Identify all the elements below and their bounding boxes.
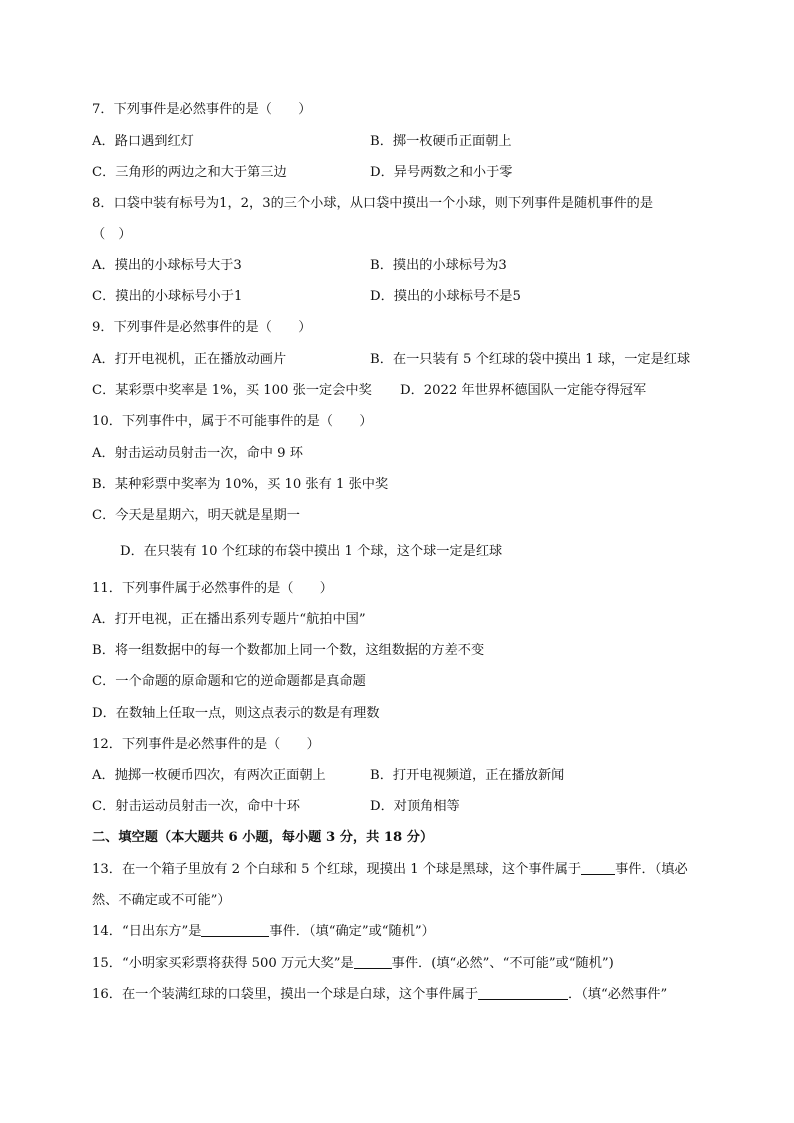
answer-blank-13[interactable] <box>581 860 615 875</box>
question-16-text-after: ．（填“必然事件” <box>568 987 668 1002</box>
question-12-option-c: C．射击运动员射击一次，命中十环 <box>92 799 300 814</box>
question-9-stem: 9．下列事件是必然事件的是（ ） <box>92 320 312 335</box>
question-14-text-before: 14．“日出东方”是 <box>92 924 202 939</box>
question-9-option-b: B．在一只装有 5 个红球的袋中摸出 1 球，一定是红球 <box>370 352 691 367</box>
question-13-line-1 <box>92 860 688 880</box>
question-12-option-d: D．对顶角相等 <box>370 799 460 814</box>
question-10-option-a: A．射击运动员射击一次，命中 9 环 <box>92 446 303 461</box>
question-16 <box>92 985 667 1005</box>
question-11-option-b: B．将一组数据中的每一个数都加上同一个数，这组数据的方差不变 <box>92 643 485 658</box>
question-10-option-d: D．在只装有 10 个红球的布袋中摸出 1 个球，这个球一定是红球 <box>120 544 503 559</box>
question-9-option-a: A．打开电视机，正在播放动画片 <box>92 352 287 367</box>
question-11-option-a: A．打开电视，正在播出系列专题片“航拍中国” <box>92 612 366 627</box>
question-13-text-before: 13．在一个箱子里放有 2 个白球和 5 个红球，现摸出 1 个球是黑球，这个事件属于 <box>92 862 582 877</box>
section-2-title: 二、填空题（本大题共 6 小题，每小题 3 分，共 18 分） <box>92 830 434 845</box>
question-10-stem: 10．下列事件中，属于不可能事件的是（ ） <box>92 414 373 429</box>
question-16-text-before: 16．在一个装满红球的口袋里，摸出一个球是白球，这个事件属于 <box>92 987 479 1002</box>
question-8-option-c: C．摸出的小球标号小于1 <box>92 289 243 304</box>
question-8-option-b: B．摸出的小球标号为3 <box>370 258 507 273</box>
question-10-option-b: B．某种彩票中奖率为 10%，买 10 张有 1 张中奖 <box>92 477 389 492</box>
question-7-stem: 7．下列事件是必然事件的是（ ） <box>92 102 312 117</box>
answer-blank-15[interactable] <box>354 954 392 969</box>
question-15-text-before: 15．“小明家买彩票将获得 500 万元大奖”是 <box>92 956 354 971</box>
question-8-stem: 8．口袋中装有标号为1，2，3的三个小球，从口袋中摸出一个小球，则下列事件是随机事件的是 <box>92 196 654 211</box>
question-13-text-after: 事件．（填必 <box>615 862 688 877</box>
question-7-option-d: D．异号两数之和小于零 <box>370 165 513 180</box>
question-15 <box>92 954 614 974</box>
question-14 <box>92 922 435 942</box>
answer-blank-16[interactable] <box>478 985 568 1000</box>
question-11-option-d: D．在数轴上任取一点，则这点表示的数是有理数 <box>92 706 380 721</box>
question-9-option-d: D．2022 年世界杯德国队一定能夺得冠军 <box>400 383 647 398</box>
answer-blank-14[interactable] <box>201 922 269 937</box>
question-14-text-after: 事件．（填“确定”或“随机”） <box>269 924 435 939</box>
question-12-option-b: B．打开电视频道，正在播放新闻 <box>370 768 565 783</box>
question-8-option-d: D．摸出的小球标号不是5 <box>370 289 521 304</box>
question-10-option-c: C．今天是星期六，明天就是星期一 <box>92 508 300 523</box>
question-8-option-a: A．摸出的小球标号大于3 <box>92 258 242 273</box>
question-15-text-after: 事件．(填“必然”、“不可能”或“随机”) <box>391 956 614 971</box>
question-12-stem: 12．下列事件是必然事件的是（ ） <box>92 737 320 752</box>
question-13-line-2: 然、不确定或不可能”） <box>92 893 231 908</box>
question-11-option-c: C．一个命题的原命题和它的逆命题都是真命题 <box>92 674 366 689</box>
question-7-option-b: B．掷一枚硬币正面朝上 <box>370 134 512 149</box>
question-8-stem-bracket: （ ） <box>92 227 132 242</box>
question-7-option-a: A．路口遇到红灯 <box>92 134 194 149</box>
question-12-option-a: A．抛掷一枚硬币四次，有两次正面朝上 <box>92 768 326 783</box>
question-11-stem: 11．下列事件属于必然事件的是（ ） <box>92 581 333 596</box>
question-9-option-c: C．某彩票中奖率是 1%，买 100 张一定会中奖 <box>92 383 372 398</box>
question-7-option-c: C．三角形的两边之和大于第三边 <box>92 165 287 180</box>
